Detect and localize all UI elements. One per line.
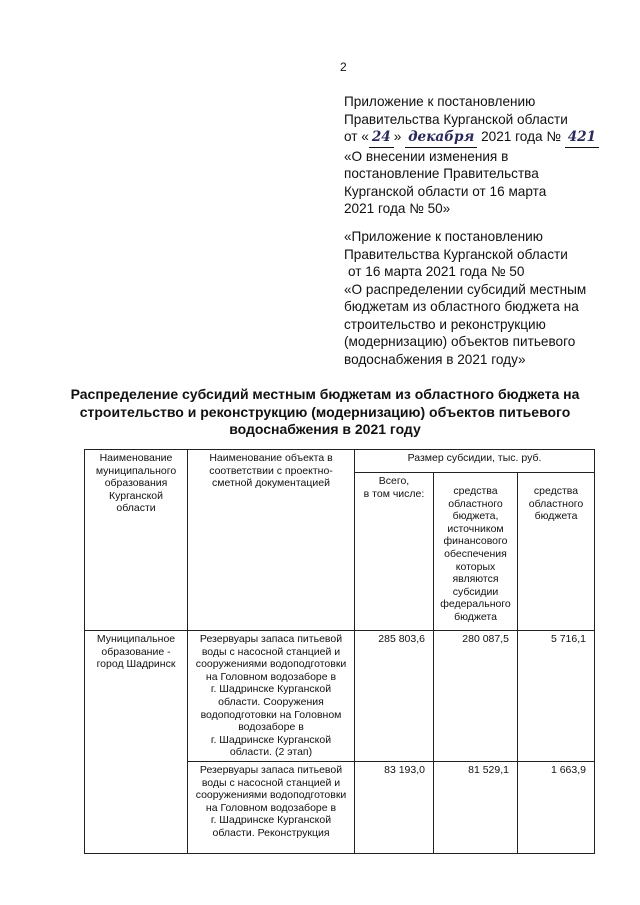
handwritten-number: 421: [565, 129, 599, 148]
header-municipality: [85, 450, 188, 631]
cell-text-line: в том числе:: [363, 487, 425, 500]
cell-text-line: город Шадринск: [96, 658, 176, 671]
cell-text-line: сооружениями водоподготовки: [195, 789, 347, 802]
cell-text-line: сметной документацией: [212, 477, 330, 490]
cell-regional: 1 663,9: [518, 761, 595, 853]
cell-text-line: на Головном водозаборе в: [205, 670, 337, 683]
cell-text-line: средства: [453, 485, 498, 497]
title-line: строительство и реконструкцию (модернизацию) объектов питьевого: [79, 403, 571, 420]
header-regional-funds: [518, 473, 595, 631]
subsidy-table: [84, 449, 595, 854]
cell-object: [188, 761, 355, 853]
appendix-line: строительство и реконструкцию: [344, 316, 546, 332]
appendix-line: от 16 марта 2021 года № 50: [348, 264, 525, 279]
appendix-line: Правительства Курганской области: [344, 246, 568, 262]
cell-text-line: водозаборе в: [238, 721, 304, 734]
appendix-line: бюджетам из областного бюджета на: [344, 299, 579, 314]
cell-text-line: Муниципальное: [96, 633, 176, 645]
cell-text-line: средства: [533, 485, 579, 497]
cell-text-line: области. Сооружения: [218, 695, 324, 708]
table-row: [85, 631, 595, 762]
cell-text-line: источником: [447, 522, 504, 535]
appendix-line: «Приложение к постановлению: [344, 229, 543, 244]
date-year: 2021 года №: [481, 129, 561, 144]
cell-text-line: являются: [452, 573, 499, 586]
appendix-line: водоснабжения в 2021 году»: [344, 351, 526, 367]
cell-total: 83 193,0: [355, 761, 434, 853]
cell-text-line: сооружениями водоподготовки: [195, 658, 347, 671]
cell-text-line: г. Шадринске Курганской: [210, 814, 332, 827]
cell-text-line: соответствии с проектно-: [209, 464, 333, 477]
cell-regional: 5 716,1: [518, 631, 595, 762]
cell-text-line: образование -: [101, 645, 171, 658]
header-subsidy-size: Размер субсидии, тыс. руб.: [355, 450, 595, 473]
cell-text-line: водоподготовки на Головном: [200, 708, 342, 721]
cell-text-line: Резервуары запаса питьевой: [199, 763, 343, 776]
cell-text-line: воды с насосной станцией и: [201, 645, 341, 658]
cell-text-line: финансового: [443, 535, 508, 548]
cell-text-line: Курганской: [109, 489, 163, 502]
appendix-line: 2021 года № 50»: [344, 201, 451, 216]
header-object: [188, 450, 355, 631]
cell-text-line: федерального: [440, 598, 511, 611]
cell-text-line: обеспечения: [444, 547, 507, 560]
date-mid: »: [393, 129, 402, 144]
cell-text-line: образования: [104, 477, 168, 490]
cell-federal: 81 529,1: [434, 761, 518, 853]
appendix-line: Приложение к постановлению: [344, 94, 536, 109]
cell-object: [188, 631, 355, 762]
appendix-line: постановление Правительства: [344, 166, 539, 181]
cell-text-line: Всего,: [378, 475, 410, 487]
cell-text-line: Резервуары запаса питьевой: [199, 633, 343, 645]
cell-text-line: областного: [448, 497, 503, 510]
handwritten-day: 24: [369, 129, 394, 148]
page-number: 2: [340, 60, 347, 74]
cell-text-line: Наименование объекта в: [209, 452, 333, 464]
handwritten-month: декабря: [405, 129, 477, 148]
date-prefix: от «: [344, 129, 369, 144]
cell-text-line: бюджета: [534, 510, 578, 523]
cell-text-line: г. Шадринске Курганской: [210, 733, 332, 746]
cell-text-line: воды с насосной станцией и: [201, 776, 341, 789]
header-federal-funds: [434, 473, 518, 631]
cell-municipality: [85, 631, 188, 854]
cell-total: 285 803,6: [355, 631, 434, 762]
cell-federal: 280 087,5: [434, 631, 518, 762]
appendix-date-line: [344, 128, 624, 148]
appendix-line: Курганской области от 16 марта: [344, 183, 547, 199]
cell-text-line: бюджета: [454, 610, 497, 623]
document-title: [60, 386, 590, 439]
appendix-line: «О распределении субсидий местным: [344, 281, 587, 297]
cell-text-line: которых: [455, 560, 496, 573]
cell-text-line: области. Реконструкция: [212, 826, 330, 839]
appendix-line: Правительства Курганской области: [344, 111, 568, 127]
cell-text-line: области. (2 этап): [229, 746, 313, 759]
appendix-original-header: [344, 228, 624, 368]
cell-text-line: субсидии: [452, 585, 499, 598]
title-line: водоснабжения в 2021 году: [229, 421, 421, 437]
cell-text-line: муниципального: [95, 464, 177, 477]
cell-text-line: областного: [528, 497, 584, 510]
cell-text-line: на Головном водозаборе в: [205, 801, 337, 814]
cell-text-line: бюджета,: [452, 510, 499, 523]
title-line: Распределение субсидий местным бюджетам из областного бюджета на: [70, 386, 580, 402]
appendix-header: [344, 93, 624, 218]
cell-text-line: Наименование: [99, 452, 173, 464]
table-header-row: [85, 450, 595, 473]
appendix-line: (модернизацию) объектов питьевого: [344, 334, 576, 349]
cell-text-line: области: [116, 502, 156, 515]
header-total: [355, 473, 434, 631]
appendix-line: «О внесении изменения в: [344, 148, 509, 164]
cell-text-line: г. Шадринске Курганской: [210, 683, 332, 696]
